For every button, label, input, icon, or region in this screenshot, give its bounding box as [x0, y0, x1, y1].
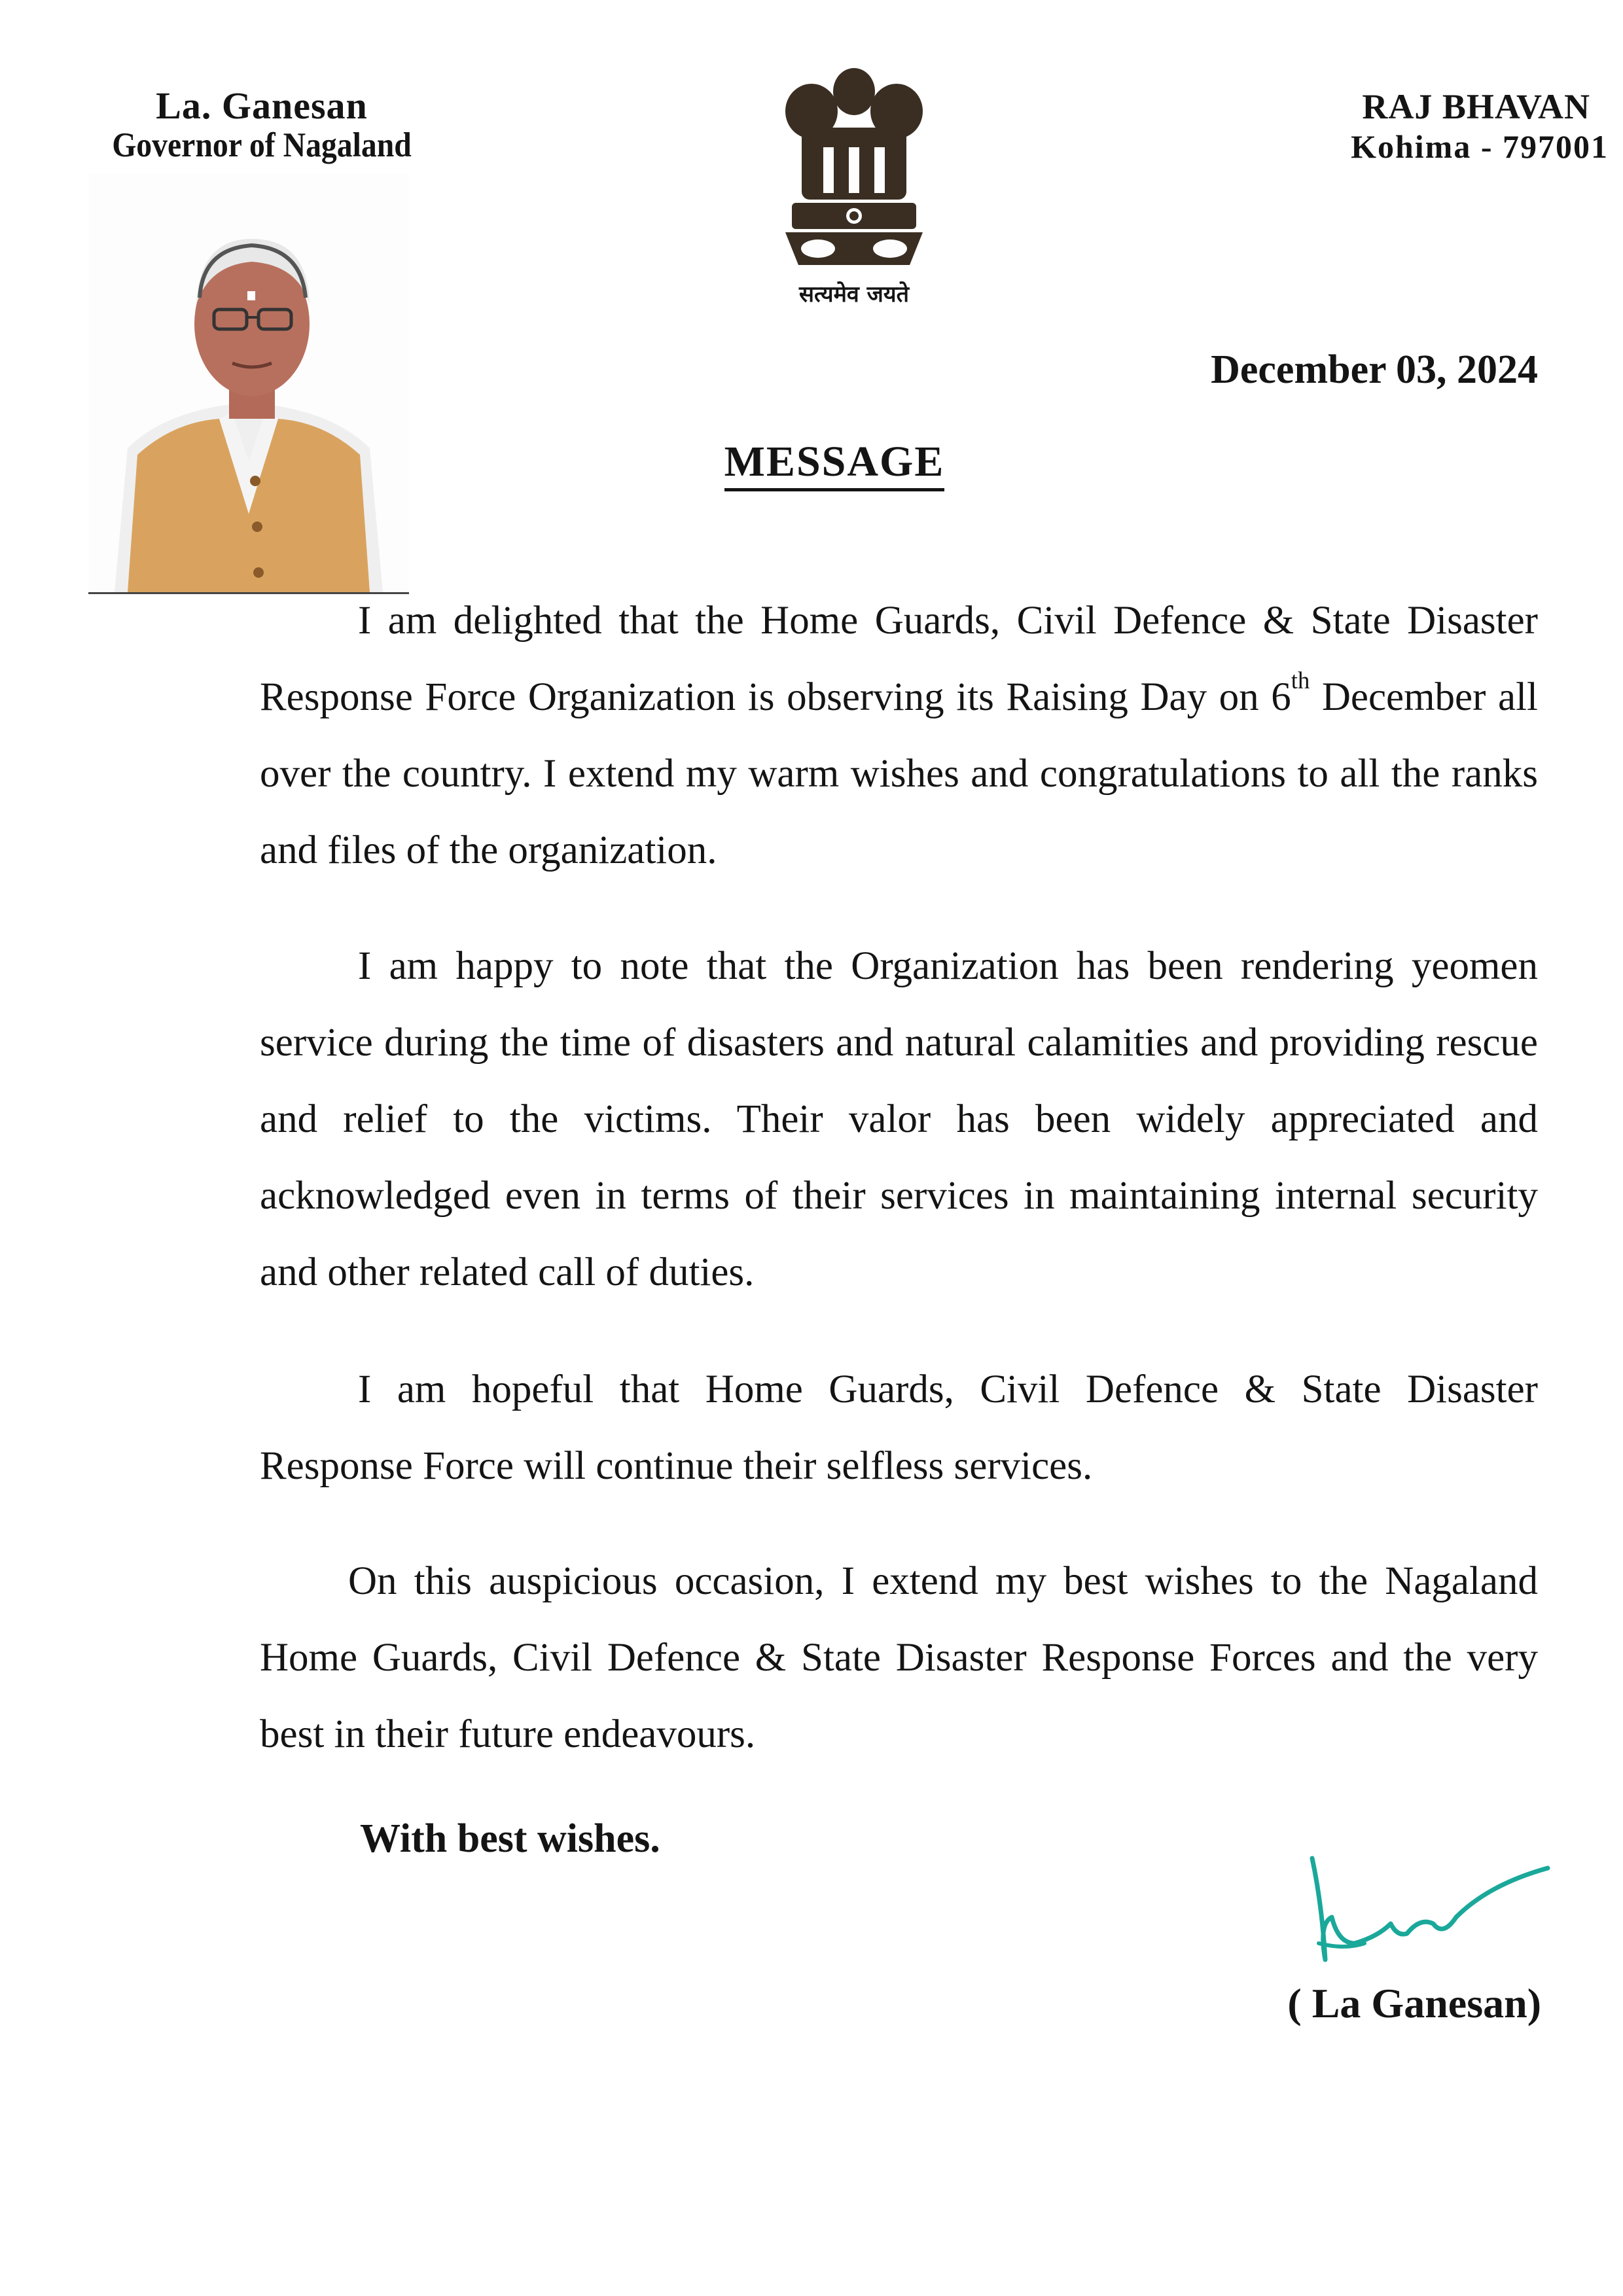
signatory-name: ( La Ganesan) — [1287, 1980, 1541, 2026]
governor-title: Governor of Nagaland — [112, 126, 412, 164]
emblem-motto: सत्यमेव जयते — [799, 281, 909, 308]
closing-line: With best wishes. — [360, 1816, 660, 1861]
paragraph-3 — [260, 1351, 1538, 1504]
paragraph-3-text: I am hopeful that Home Guards, Civil Defence & State Disaster Response Force will continue their selfless services. — [260, 1368, 1538, 1488]
letter-title — [687, 437, 982, 487]
raj-bhavan-name: RAJ BHAVAN — [1362, 87, 1590, 126]
paragraph-2 — [260, 928, 1538, 1311]
letter-title-text: MESSAGE — [724, 438, 945, 491]
paragraph-1 — [260, 582, 1538, 889]
paragraph-4-text: On this auspicious occasion, I extend my best wishes to the Nagaland Home Guards, Civil Defence & State Disaster Response Forces and the very best in their future endeavours. — [260, 1559, 1538, 1756]
handwritten-signature — [1293, 1845, 1567, 1983]
paragraph-2-text: I am happy to note that the Organization has been rendering yeomen service during the time of disasters and natural calamities and providing rescue and relief to the victims. Their valor has been widely appreciated and acknowledged even in terms of their services in maintaining internal security and other related call of duties. — [260, 944, 1538, 1294]
letter-date: December 03, 2024 — [1211, 347, 1538, 392]
paragraph-4 — [260, 1543, 1538, 1773]
paragraph-1-text-b: December all over the country. I extend my warm wishes and congratulations to all the ranks and files of the organization. — [260, 675, 1538, 872]
paragraph-1-text-a: I am delighted that the Home Guards, Civil Defence & State Disaster Response Force Organization is observing its Raising Day on 6 — [260, 599, 1538, 719]
national-emblem-logo — [766, 56, 942, 275]
governor-portrait-photo — [88, 173, 409, 594]
governor-name: La. Ganesan — [156, 84, 368, 127]
ordinal-suffix: th — [1291, 667, 1310, 694]
raj-bhavan-address: Kohima - 797001 — [1351, 128, 1609, 165]
